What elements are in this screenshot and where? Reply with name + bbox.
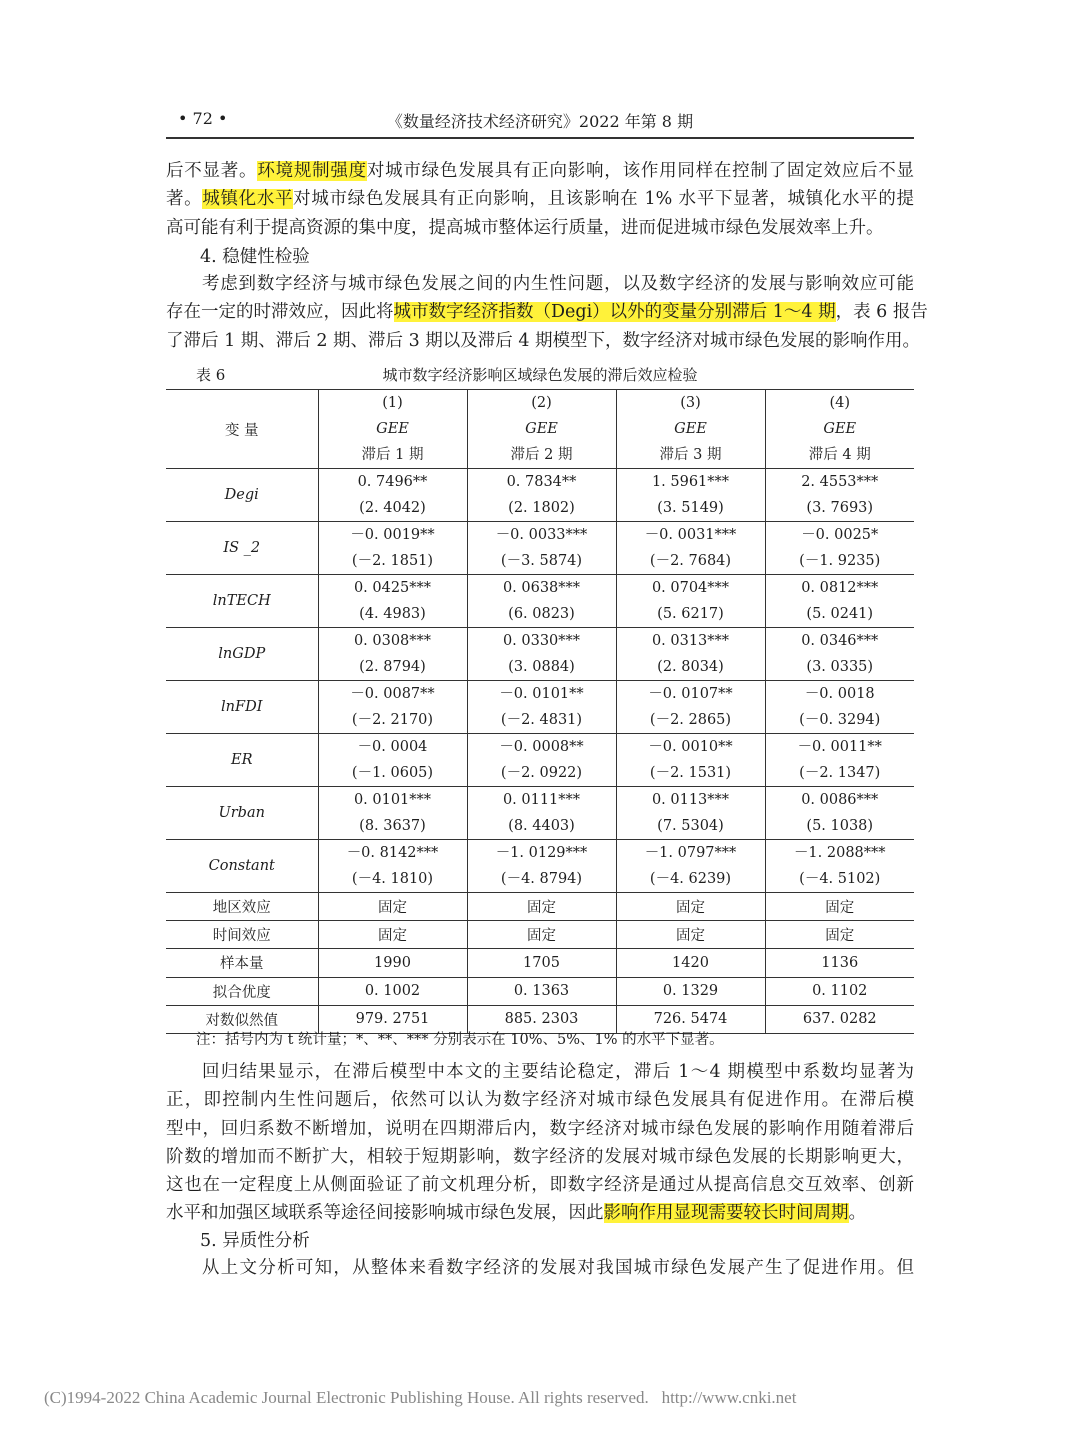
t-statistic: (4. 4983) bbox=[359, 606, 426, 622]
text-line: 著。城镇化水平对城市绿色发展具有正向影响，且该影响在 1% 水平下显著，城镇化水平的提 bbox=[166, 189, 915, 210]
table-cell: 固定 bbox=[616, 893, 765, 921]
paragraph-4 bbox=[166, 1254, 914, 1282]
table-cell bbox=[467, 628, 616, 681]
coefficient: 0. 7496** bbox=[357, 474, 428, 490]
t-statistic: (2. 8794) bbox=[359, 659, 426, 675]
table-row bbox=[166, 840, 914, 893]
table-cell: 979. 2751 bbox=[318, 1005, 467, 1033]
table-cell bbox=[616, 681, 765, 734]
table-cell bbox=[765, 469, 914, 522]
coefficient: 0. 0425*** bbox=[353, 580, 432, 596]
regression-table bbox=[166, 389, 914, 1034]
table-cell: 固定 bbox=[467, 893, 616, 921]
t-statistic: (7. 5304) bbox=[657, 818, 724, 834]
table-cell: 885. 2303 bbox=[467, 1005, 616, 1033]
table-cell: 1705 bbox=[467, 949, 616, 977]
text-line: 存在一定的时滞效应，因此将城市数字经济指数（Degi）以外的变量分别滞后 1～4 期，表 6 报告 bbox=[166, 302, 928, 323]
column-header: (1) GEE 滞后 1 期 bbox=[318, 390, 467, 469]
table-cell bbox=[318, 575, 467, 628]
text-line: 回归结果显示，在滞后模型中本文的主要结论稳定，滞后 1～4 期模型中系数均显著为 bbox=[202, 1062, 914, 1082]
t-statistic: (－3. 5874) bbox=[500, 553, 583, 569]
var-header: 变 量 bbox=[166, 390, 318, 469]
variable-name: lnTECH bbox=[166, 575, 318, 628]
table-cell: 固定 bbox=[318, 921, 467, 949]
table-cell bbox=[318, 787, 467, 840]
table-cell bbox=[318, 681, 467, 734]
text-line: 从上文分析可知，从整体来看数字经济的发展对我国城市绿色发展产生了促进作用。但 bbox=[202, 1258, 914, 1278]
coefficient: 0. 0308*** bbox=[353, 633, 432, 649]
variable-name: Degi bbox=[166, 469, 318, 522]
table-cell bbox=[765, 681, 914, 734]
table-cell: 0. 1363 bbox=[467, 977, 616, 1005]
table-cell: 637. 0282 bbox=[765, 1005, 914, 1033]
t-statistic: (－2. 2170) bbox=[351, 712, 434, 728]
table-cell bbox=[765, 575, 914, 628]
t-statistic: (－2. 4831) bbox=[500, 712, 583, 728]
coefficient: －1. 2088*** bbox=[793, 845, 886, 861]
coefficient: －0. 0004 bbox=[357, 739, 428, 755]
coefficient: 0. 0313*** bbox=[651, 633, 730, 649]
table-cell: 0. 1002 bbox=[318, 977, 467, 1005]
t-statistic: (6. 0823) bbox=[508, 606, 575, 622]
table-cell: 固定 bbox=[765, 893, 914, 921]
paragraph-2 bbox=[166, 270, 928, 355]
coefficient: －0. 0025* bbox=[801, 527, 879, 543]
text-line: 高可能有利于提高资源的集中度，提高城市整体运行质量，进而促进城市绿色发展效率上升。 bbox=[166, 217, 884, 238]
coefficient: －0. 0019** bbox=[350, 527, 435, 543]
table-cell bbox=[765, 734, 914, 787]
table-cell: 1990 bbox=[318, 949, 467, 977]
t-statistic: (3. 0884) bbox=[508, 659, 575, 675]
t-statistic: (－2. 1531) bbox=[649, 765, 732, 781]
coefficient: －0. 0008** bbox=[499, 739, 584, 755]
coefficient: 0. 0111*** bbox=[502, 792, 581, 808]
table-cell bbox=[765, 840, 914, 893]
t-statistic: (－2. 2865) bbox=[649, 712, 732, 728]
table-cell bbox=[765, 787, 914, 840]
text-line: 后不显著。环境规制强度对城市绿色发展具有正向影响，该作用同样在控制了固定效应后不显 bbox=[166, 161, 915, 181]
table-cell bbox=[616, 628, 765, 681]
stat-name: 拟合优度 bbox=[166, 977, 318, 1005]
table-cell bbox=[616, 787, 765, 840]
coefficient: －1. 0129*** bbox=[495, 845, 588, 861]
table-cell bbox=[467, 522, 616, 575]
table-note: 注：括号内为 t 统计量；*、**、*** 分别表示在 10%、5%、1% 的水平下显著。 bbox=[196, 1032, 724, 1048]
t-statistic: (－4. 1810) bbox=[351, 871, 434, 887]
table-row bbox=[166, 787, 914, 840]
coefficient: 0. 0638*** bbox=[502, 580, 581, 596]
table-cell bbox=[616, 840, 765, 893]
t-statistic: (－1. 0605) bbox=[351, 765, 434, 781]
table-caption bbox=[166, 364, 914, 386]
table-cell: 1420 bbox=[616, 949, 765, 977]
table-cell bbox=[318, 628, 467, 681]
table-row bbox=[166, 628, 914, 681]
stat-name: 时间效应 bbox=[166, 921, 318, 949]
page-number: • 72 • bbox=[178, 109, 228, 128]
t-statistic: (－2. 7684) bbox=[649, 553, 732, 569]
highlight: 城镇化水平 bbox=[202, 189, 294, 210]
paragraph-1 bbox=[166, 157, 914, 242]
table-cell bbox=[467, 840, 616, 893]
stat-name: 地区效应 bbox=[166, 893, 318, 921]
journal-title: 《数量经济技术经济研究》2022 年第 8 期 bbox=[386, 112, 694, 131]
t-statistic: (－4. 5102) bbox=[799, 871, 881, 887]
table-cell: 固定 bbox=[616, 921, 765, 949]
column-header: (4) GEE 滞后 4 期 bbox=[765, 390, 914, 469]
table-cell bbox=[318, 522, 467, 575]
text-line: 阶数的增加而不断扩大，相较于短期影响，数字经济的发展对城市绿色发展的长期影响更大， bbox=[166, 1146, 914, 1167]
t-statistic: (3. 0335) bbox=[806, 659, 874, 675]
text-line: 考虑到数字经济与城市绿色发展之间的内生性问题，以及数字经济的发展与影响效应可能 bbox=[202, 274, 914, 294]
coefficient: －0. 0101** bbox=[499, 686, 584, 702]
coefficient: －0. 0018 bbox=[804, 686, 875, 702]
t-statistic: (2. 8034) bbox=[657, 659, 724, 675]
t-statistic: (5. 1038) bbox=[806, 818, 874, 834]
table-cell: 726. 5474 bbox=[616, 1005, 765, 1033]
variable-name: IS _2 bbox=[166, 522, 318, 575]
variable-name: lnFDI bbox=[166, 681, 318, 734]
coefficient: －0. 0087** bbox=[350, 686, 435, 702]
highlight: 城市数字经济指数（Degi）以外的变量分别滞后 1～4 期 bbox=[393, 302, 836, 323]
t-statistic: (－1. 9235) bbox=[799, 553, 881, 569]
table-cell bbox=[467, 787, 616, 840]
coefficient: 0. 7834** bbox=[506, 474, 577, 490]
coefficient: 0. 0101*** bbox=[353, 792, 432, 808]
t-statistic: (8. 3637) bbox=[359, 818, 426, 834]
table-cell: 固定 bbox=[765, 921, 914, 949]
table-cell bbox=[616, 575, 765, 628]
stat-row bbox=[166, 949, 914, 977]
text-line: 正，即控制内生性问题后，依然可以认为数字经济对城市绿色发展具有促进作用。在滞后模 bbox=[166, 1090, 914, 1111]
coefficient: 1. 5961*** bbox=[651, 474, 730, 490]
table-cell: 0. 1102 bbox=[765, 977, 914, 1005]
t-statistic: (－2. 1347) bbox=[799, 765, 881, 781]
coefficient: －0. 0031*** bbox=[644, 527, 737, 543]
coefficient: 0. 0113*** bbox=[651, 792, 730, 808]
table-cell bbox=[616, 469, 765, 522]
table-cell: 固定 bbox=[467, 921, 616, 949]
table-cell bbox=[318, 734, 467, 787]
table-cell bbox=[318, 840, 467, 893]
section-heading-4: 4. 稳健性检验 bbox=[200, 247, 310, 267]
table-cell bbox=[616, 734, 765, 787]
coefficient: －1. 0797*** bbox=[644, 845, 737, 861]
footer-url[interactable]: http://www.cnki.net bbox=[661, 1388, 797, 1407]
coefficient: 0. 0086*** bbox=[801, 792, 879, 808]
page-header bbox=[166, 103, 914, 139]
coefficient: 0. 0346*** bbox=[801, 633, 879, 649]
table-cell bbox=[467, 681, 616, 734]
variable-name: Urban bbox=[166, 787, 318, 840]
t-statistic: (－2. 0922) bbox=[500, 765, 583, 781]
table-row bbox=[166, 522, 914, 575]
variable-name: ER bbox=[166, 734, 318, 787]
t-statistic: (8. 4403) bbox=[508, 818, 575, 834]
coefficient: 0. 0330*** bbox=[502, 633, 581, 649]
table-row bbox=[166, 681, 914, 734]
variable-name: Constant bbox=[166, 840, 318, 893]
text-line: 这也在一定程度上从侧面验证了前文机理分析，即数字经济是通过从提高信息交互效率、创新 bbox=[166, 1175, 914, 1196]
copyright-footer: (C)1994-2022 China Academic Journal Electronic Publishing House. All rights reserved. http://www.cnki.net bbox=[44, 1388, 797, 1407]
variable-name: lnGDP bbox=[166, 628, 318, 681]
stat-row bbox=[166, 977, 914, 1005]
table-cell bbox=[467, 575, 616, 628]
highlight: 环境规制强度 bbox=[257, 161, 367, 181]
coefficient: －0. 0010** bbox=[648, 739, 733, 755]
table-cell: 0. 1329 bbox=[616, 977, 765, 1005]
coefficient: －0. 0107** bbox=[648, 686, 733, 702]
stat-row bbox=[166, 921, 914, 949]
column-header: (2) GEE 滞后 2 期 bbox=[467, 390, 616, 469]
table-cell bbox=[467, 734, 616, 787]
table-cell: 固定 bbox=[318, 893, 467, 921]
t-statistic: (2. 4042) bbox=[359, 500, 426, 516]
paragraph-3 bbox=[166, 1058, 914, 1228]
table-cell bbox=[318, 469, 467, 522]
coefficient: 0. 0812*** bbox=[801, 580, 879, 596]
table-header-row bbox=[166, 390, 914, 469]
t-statistic: (5. 0241) bbox=[806, 606, 874, 622]
column-header: (3) GEE 滞后 3 期 bbox=[616, 390, 765, 469]
table-cell: 1136 bbox=[765, 949, 914, 977]
stat-name: 样本量 bbox=[166, 949, 318, 977]
t-statistic: (－0. 3294) bbox=[799, 712, 881, 728]
table-cell bbox=[467, 469, 616, 522]
table-row bbox=[166, 469, 914, 522]
table-cell bbox=[765, 522, 914, 575]
coefficient: －0. 0011** bbox=[797, 739, 882, 755]
stat-name: 对数似然值 bbox=[166, 1005, 318, 1033]
text-line: 型中，回归系数不断增加，说明在四期滞后内，数字经济对城市绿色发展的影响作用随着滞后 bbox=[166, 1118, 914, 1139]
t-statistic: (－4. 6239) bbox=[649, 871, 732, 887]
t-statistic: (2. 1802) bbox=[508, 500, 575, 516]
table-number: 表 6 bbox=[196, 366, 226, 384]
table-cell bbox=[765, 628, 914, 681]
text-line: 了滞后 1 期、滞后 2 期、滞后 3 期以及滞后 4 期模型下，数字经济对城市绿色发展的影响作用。 bbox=[166, 330, 921, 351]
coefficient: －0. 0033*** bbox=[495, 527, 588, 543]
t-statistic: (3. 5149) bbox=[657, 500, 724, 516]
highlight: 影响作用显现需要较长时间周期 bbox=[603, 1203, 849, 1224]
t-statistic: (－2. 1851) bbox=[351, 553, 434, 569]
table-cell bbox=[616, 522, 765, 575]
table-row bbox=[166, 575, 914, 628]
coefficient: 2. 4553*** bbox=[801, 474, 879, 490]
stat-row bbox=[166, 893, 914, 921]
table-title: 城市数字经济影响区域绿色发展的滞后效应检验 bbox=[382, 366, 698, 384]
coefficient: 0. 0704*** bbox=[651, 580, 730, 596]
t-statistic: (3. 7693) bbox=[806, 500, 874, 516]
t-statistic: (－4. 8794) bbox=[500, 871, 583, 887]
section-heading-5: 5. 异质性分析 bbox=[200, 1231, 310, 1251]
coefficient: －0. 8142*** bbox=[346, 845, 439, 861]
table-row bbox=[166, 734, 914, 787]
text-line: 水平和加强区域联系等途径间接影响城市绿色发展，因此影响作用显现需要较长时间周期。 bbox=[166, 1203, 866, 1224]
t-statistic: (5. 6217) bbox=[657, 606, 724, 622]
